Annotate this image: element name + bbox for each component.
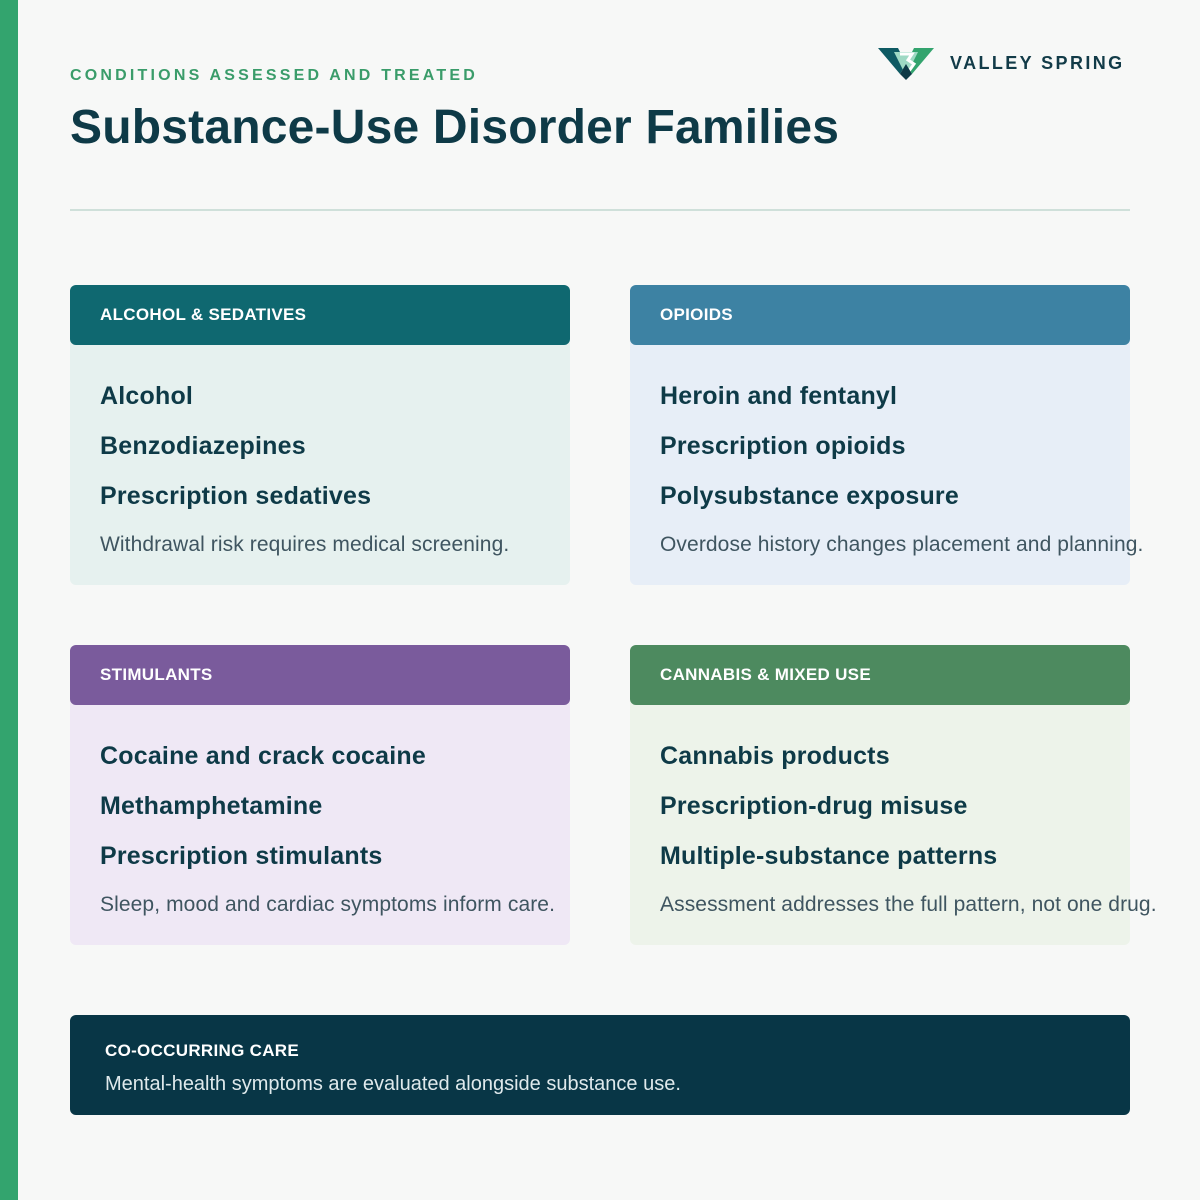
page-title: Substance-Use Disorder Families [70,101,840,154]
card-item: Prescription opioids [660,432,906,460]
card-item: Benzodiazepines [100,432,306,460]
valley-spring-logo-icon [876,44,936,82]
card-item-list [70,705,570,885]
card-item: Alcohol [100,382,194,410]
card-item: Prescription sedatives [100,482,372,510]
brand-name: VALLEY SPRING [950,52,1125,73]
eyebrow-label: CONDITIONS ASSESSED AND TREATED [70,67,478,84]
card-item: Multiple-substance patterns [660,842,998,870]
card-item-list [630,345,1130,525]
card-alcohol-sedatives [70,285,570,585]
card-note: Assessment addresses the full pattern, not one drug. [660,893,1157,916]
card-header: STIMULANTS [70,645,570,705]
card-note: Sleep, mood and cardiac symptoms inform care. [100,893,556,916]
side-accent-stripe [0,0,18,1200]
brand-lockup [876,44,1125,82]
header-divider [70,209,1130,211]
card-item: Cocaine and crack cocaine [100,742,426,770]
card-item-list [630,705,1130,885]
co-occurring-care-banner [70,1015,1130,1115]
card-item: Prescription stimulants [100,842,383,870]
card-item: Polysubstance exposure [660,482,959,510]
card-cannabis-mixed-use [630,645,1157,945]
card-item-list [70,345,570,525]
card-header: ALCOHOL & SEDATIVES [70,285,570,345]
card-opioids [630,285,1144,585]
card-header: OPIOIDS [630,285,1130,345]
banner-title: CO-OCCURRING CARE [105,1041,299,1060]
card-item: Methamphetamine [100,792,323,820]
card-header: CANNABIS & MIXED USE [630,645,1130,705]
card-note: Overdose history changes placement and planning. [660,533,1144,556]
card-item: Cannabis products [660,742,890,770]
card-note: Withdrawal risk requires medical screening. [100,533,510,556]
card-item: Heroin and fentanyl [660,382,898,410]
banner-text: Mental-health symptoms are evaluated alongside substance use. [105,1073,681,1095]
card-item: Prescription-drug misuse [660,792,968,820]
card-stimulants [70,645,570,945]
